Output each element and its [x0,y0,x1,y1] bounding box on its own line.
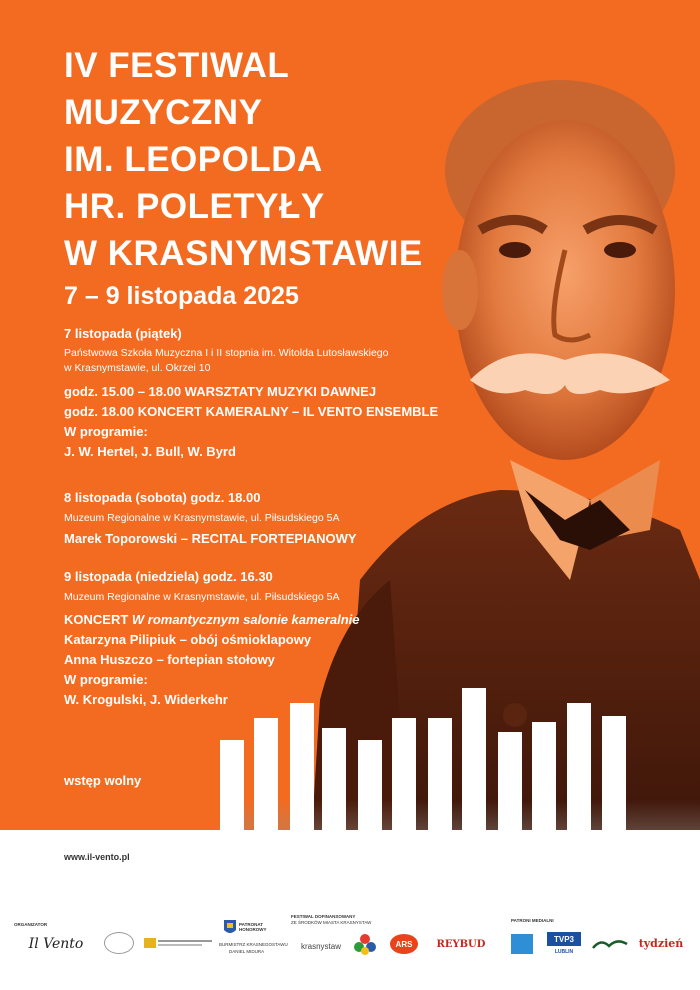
day1-venue-line2: w Krasnymstawie, ul. Okrzei 10 [64,362,211,374]
tvp3-lublin-label: LUBLIN [554,949,574,955]
day3-venue: Muzeum Regionalne w Krasnymstawie, ul. Piłsudskiego 5A [64,591,340,603]
festival-title [64,42,504,277]
title-line: IM. LEOPOLDA [64,140,323,179]
footer-logos [14,912,694,982]
admission-free: wstęp wolny [64,773,142,788]
day2-venue: Muzeum Regionalne w Krasnymstawie, ul. Piłsudskiego 5A [64,512,340,524]
radio-bonton-logo [591,936,629,952]
day2-section [64,488,504,549]
day3-heading: 9 listopada (niedziela) godz. 16.30 [64,569,273,584]
patronage-label: PATRONAT HONOROWY [239,922,267,932]
day1-section [64,324,504,462]
day3-program-label: W programie: [64,672,148,687]
radio-logo [511,934,533,954]
festival-dates: 7 – 9 listopada 2025 [64,282,299,310]
ars-logo: ARS [390,934,418,954]
krasnystaw-flower-icon [354,934,376,956]
museum-logo-mark [144,936,214,950]
krasnystaw-logo: krasnystaw [300,941,341,951]
museum-logo [144,936,214,950]
day1-event-workshop: godz. 15.00 – 18.00 WARSZTATY MUZYKI DAWNEJ [64,384,377,399]
day1-venue-line1: Państwowa Szkoła Muzyczna I i II stopnia im. Witolda Lutosławskiego [64,347,389,359]
patronage-sub1: BURMISTRZ KRASNEGOSTAWU [219,942,288,947]
title-line: HR. POLETYŁY [64,187,325,226]
day3-concert-prefix: KONCERT [64,612,132,627]
day1-program: J. W. Hertel, J. Bull, W. Byrd [64,444,236,459]
website-link[interactable]: www.il-vento.pl [64,852,130,862]
bonton-mark [591,936,629,952]
day2-heading: 8 listopada (sobota) godz. 18.00 [64,490,261,505]
day3-section [64,567,504,710]
krasnystaw-crest-icon [224,920,236,936]
title-line: MUZYCZNY [64,93,263,132]
day3-concert-title [64,610,504,630]
festival-heading [64,42,504,311]
day3-program: W. Krogulski, J. Widerkehr [64,692,228,707]
day1-program-label: W programie: [64,424,148,439]
funding-label1: FESTIWAL DOFINANSOWANY [291,914,356,919]
day3-performer1: Katarzyna Pilipiuk – obój ośmioklapowy [64,632,312,647]
day1-event-concert: godz. 18.00 KONCERT KAMERALNY – IL VENTO ENSEMBLE [64,404,439,419]
funding-label2: ZE ŚRODKÓW MIASTA KRASNYSTAW [291,920,372,925]
day3-performer2: Anna Huszczo – fortepian stołowy [64,652,275,667]
tvp3-logo: TVP3 [547,932,581,946]
title-line: W KRASNYMSTAWIE [64,234,423,273]
day2-event: Marek Toporowski – RECITAL FORTEPIANOWY [64,531,357,546]
tydzien-logo: tydzień [638,936,684,950]
reybud-logo: REYBUD [436,938,486,950]
day1-heading: 7 listopada (piątek) [64,326,182,341]
school-emblem-logo [104,932,134,954]
il-vento-logo: Il Vento [28,936,84,952]
day3-concert-italic: W romantycznym salonie kameralnie [131,612,360,627]
patronage-sub2: DANIEL MIDURA [229,949,265,954]
organizer-label: ORGANIZATOR [14,922,48,927]
crest-shape [224,920,236,936]
flower-shape [354,934,376,956]
media-patrons-label: PATRONI MEDIALNI [511,918,554,923]
title-line: IV FESTIWAL [64,46,290,85]
